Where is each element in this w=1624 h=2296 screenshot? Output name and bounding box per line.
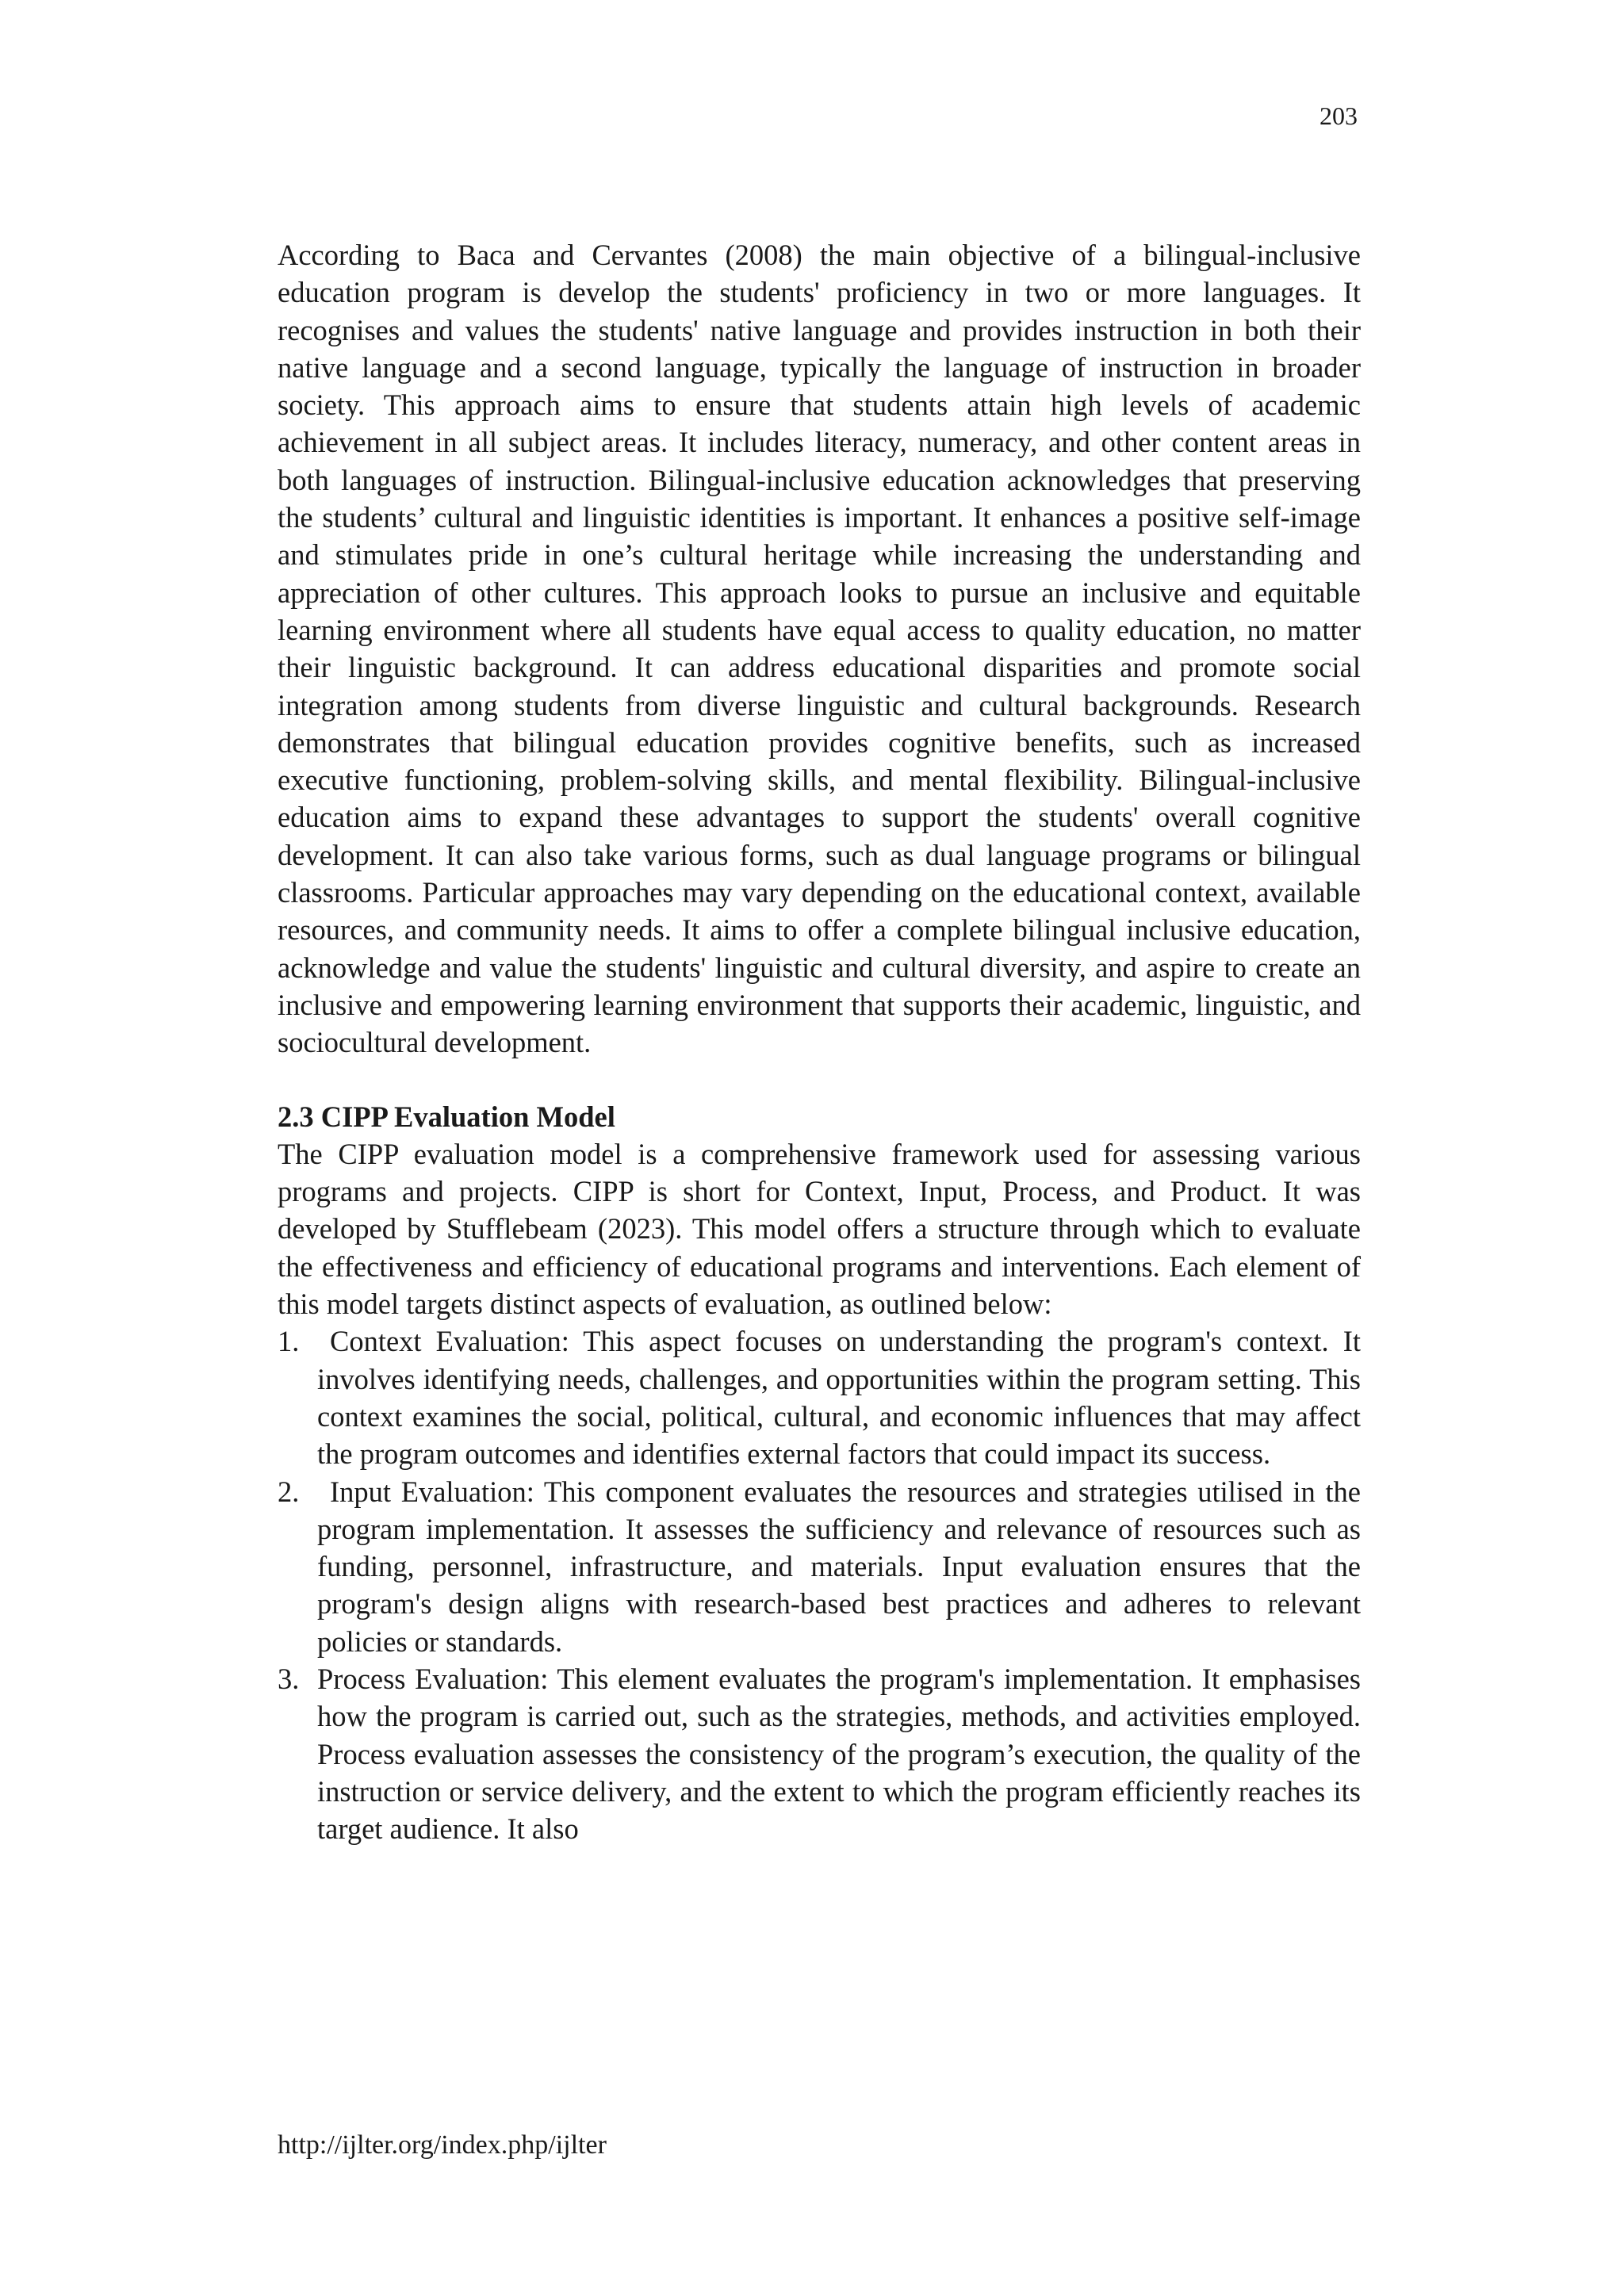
main-content bbox=[278, 236, 1361, 1847]
list-item bbox=[278, 1322, 1361, 1472]
list-item-text: Process Evaluation: This element evaluates the program's implementation. It emphasises how the program is carried out, such as the strategies, methods, and activities employed. Process evaluation assesses the consistency of the program’s execution, the quality of the instruction or service delivery, and the extent to which the program efficiently reaches its target audience. It also bbox=[317, 1662, 1361, 1846]
evaluation-list bbox=[278, 1322, 1361, 1847]
body-paragraph: According to Baca and Cervantes (2008) the main objective of a bilingual-inclusive education program is develop the students' proficiency in two or more languages. It recognises and values the students' native language and provides instruction in both their native language and a second language, typically the language of instruction in broader society. This approach aims to ensure that students attain high levels of academic achievement in all subject areas. It includes literacy, numeracy, and other content areas in both languages of instruction. Bilingual-inclusive education acknowledges that preserving the students’ cultural and linguistic identities is important. It enhances a positive self-image and stimulates pride in one’s cultural heritage while increasing the understanding and appreciation of other cultures. This approach looks to pursue an inclusive and equitable learning environment where all students have equal access to quality education, no matter their linguistic background. It can address educational disparities and promote social integration among students from diverse linguistic and cultural backgrounds. Research demonstrates that bilingual education provides cognitive benefits, such as increased executive functioning, problem-solving skills, and mental flexibility. Bilingual-inclusive education aims to expand these advantages to support the students' overall cognitive development. It can also take various forms, such as dual language programs or bilingual classrooms. Particular approaches may vary depending on the educational context, available resources, and community needs. It aims to offer a complete bilingual inclusive education, acknowledge and value the students' linguistic and cultural diversity, and aspire to create an inclusive and empowering learning environment that supports their academic, linguistic, and sociocultural development. bbox=[278, 239, 1361, 1059]
body-paragraph: The CIPP evaluation model is a comprehensive framework used for assessing various programs and projects. CIPP is short for Context, Input, Process, and Product. It was developed by Stufflebeam (2023). This model offers a structure through which to evaluate the effectiveness and efficiency of educational programs and interventions. Each element of this model targets distinct aspects of evaluation, as outlined below: bbox=[278, 1137, 1361, 1321]
page-number: 203 bbox=[1320, 101, 1358, 130]
list-item-text: Input Evaluation: This component evaluates the resources and strategies utilised in the program implementation. It assesses the sufficiency and relevance of resources such as funding, personnel, infrastructure, and materials. Input evaluation ensures that the program's design aligns with research-based best practices and adheres to relevant policies or standards. bbox=[317, 1475, 1361, 1658]
list-item-text: Context Evaluation: This aspect focuses on understanding the program's context. It involves identifying needs, challenges, and opportunities within the program setting. This context examines the social, political, cultural, and economic influences that may affect the program outcomes and identifies external factors that could impact its success. bbox=[317, 1325, 1361, 1471]
list-marker: 3. bbox=[278, 1662, 300, 1695]
list-item bbox=[278, 1660, 1361, 1847]
footer-url: http://ijlter.org/index.php/ijlter bbox=[278, 2130, 607, 2160]
section-heading: 2.3 CIPP Evaluation Model bbox=[278, 1100, 615, 1133]
list-item bbox=[278, 1473, 1361, 1660]
list-marker: 2. bbox=[278, 1475, 300, 1508]
list-marker: 1. bbox=[278, 1325, 300, 1358]
